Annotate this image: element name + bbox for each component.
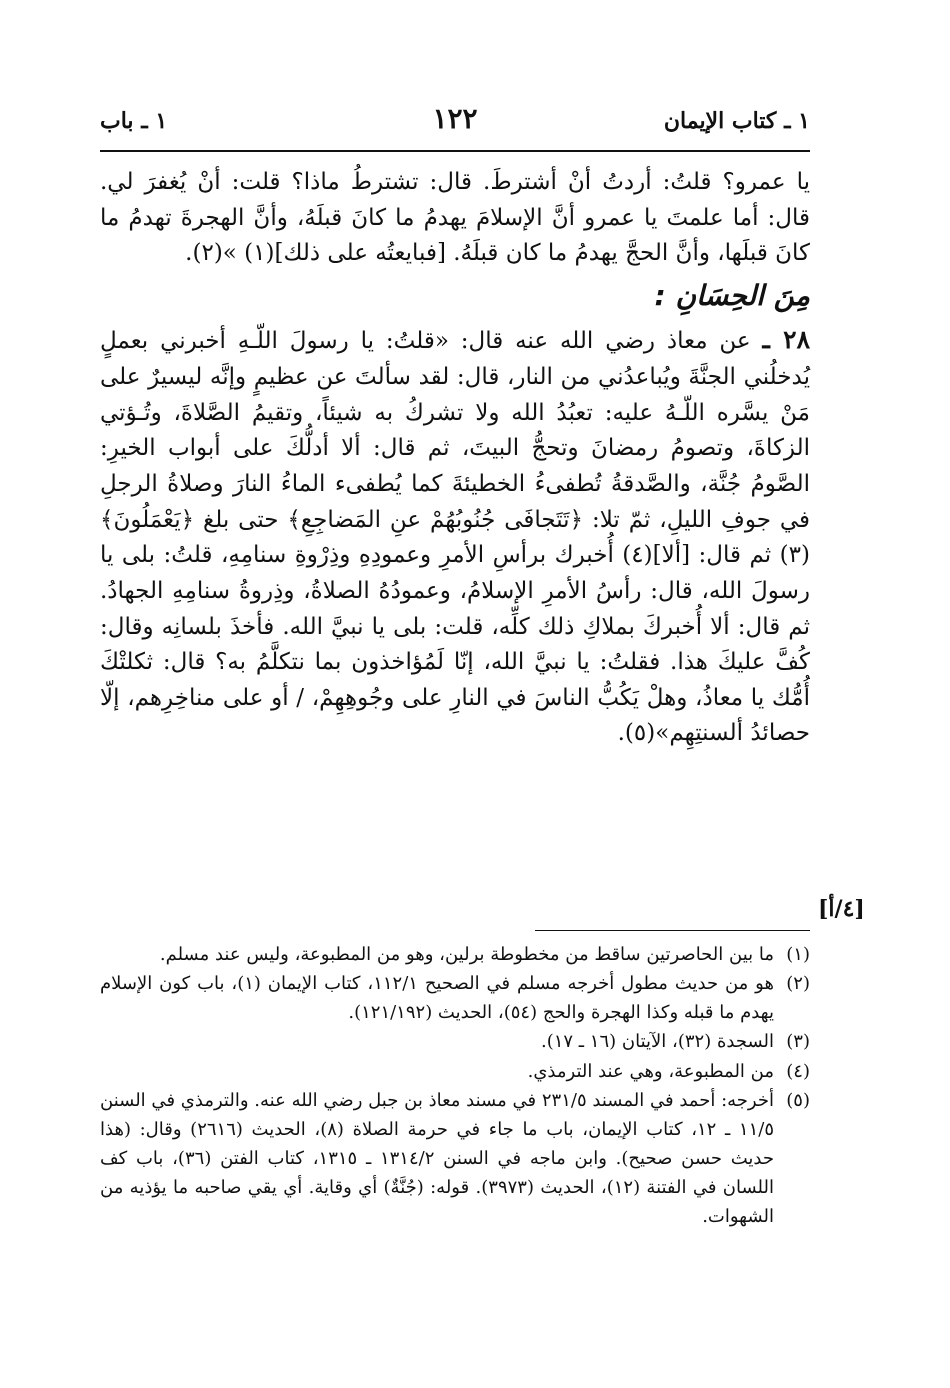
hadith-number: ٢٨ ـ [762,325,811,355]
hadith-text: عن معاذ رضي الله عنه قال: «قلتُ: يا رسولَ اللّـهِ أخبرني بعملٍ يُدخلُني الجنَّةَ ويُباعدُني من النار، قال: لقد سألتَ عن عظيمٍ وإنَّه ليسيرٌ على مَنْ يسَّره اللّـهُ عليه: تعبُدُ الله ولا تشركُ به شيئاً، وتقيمُ الصَّلاةَ، وتُـؤتي الزكاةَ، وتصومُ رمضانَ وتحجُّ البيتَ، ثم قال: ألا أدلُّكَ على أبواب الخيرِ: الصَّومُ جُنَّة، والصَّدقةُ تُطفىءُ الخطيئةَ كما يُطفىء الماءُ النارَ وصلاةُ الرجلِ في جوفِ الليلِ، ثمّ تلا: ﴿تَتَجافَى جُنُوبُهُمْ عنِ المَضاجِعِ﴾ حتى بلغ ﴿يَعْمَلُونَ﴾(٣) ثم قال: [ألا](٤) أُخبرك برأسِ الأمرِ وعمودِهِ وذِرْوةِ سنامِهِ، قلتُ: بلى يا رسولَ الله، قال: رأسُ الأمرِ الإسلامُ، وعمودُهُ الصلاةُ، وذِروةُ سنامِهِ الجهادُ. ثم قال: ألا أُخبركَ بملاكِ ذلك كلِّه، قلت: بلى يا نبيَّ الله. فأخذَ بلسانِه وقال: كُفَّ عليكَ هذا. فقلتُ: يا نبيَّ الله، إنّا لَمُؤاخذون بما نتكلَّمُ به؟ قال: ثكلتْكَ أُمُّك يا معاذُ، وهلْ يَكُبُّ الناسَ في النارِ على وجُوهِهِمْ، / أو على مناخِرِهم، إلّا حصائدُ ألسنتِهِم»(٥). [100,328,810,747]
footnote-text: أخرجه: أحمد في المسند ٢٣١/٥ في مسند معاذ بن جبل رضي الله عنه. والترمذي في السنن ١١/٥ ـ ١٢، كتاب الإيمان، باب ما جاء في حرمة الصلاة (٨)، الحديث (٢٦١٦) وقال: (هذا حديث حسن صحيح). وابن ماجه في السنن ١٣١٤/٢ ـ ١٣١٥، كتاب الفتن (٣٦)، باب كف اللسان في الفتنة (١٢)، الحديث (٣٩٧٣). قوله: (جُنَّةٌ) أي وقاية. أي يقي صاحبه ما يؤذيه من الشهوات. [100,1089,775,1228]
page-header [100,100,810,140]
paragraph-1: يا عمرو؟ قلتُ: أردتُ أنْ أشترطَ. قال: تشترطُ ماذا؟ قلت: أنْ يُغفرَ لي. قال: أما علمتَ يا عمرو أنَّ الإسلامَ يهدمُ ما كانَ قبلَهُ، وأنَّ الهجرةَ تهدمُ ما كانَ قبلَها، وأنَّ الحجَّ يهدمُ ما كان قبلَهُ. [فبايعتُه على ذلك](١) »(٢). [100,169,810,267]
section-heading: مِنَ الحِسَانِ : [654,278,810,312]
footnote-text: من المطبوعة، وهي عند الترمذي. [527,1060,774,1082]
footnote [100,1027,810,1056]
footnote [100,940,810,969]
footnote-number: (٤) [786,1060,810,1082]
header-rule [100,150,810,152]
footnote [100,969,810,1027]
paragraph-2 [100,321,810,752]
header-chapter: ١ ـ كتاب الإيمان [663,108,810,134]
book-page [100,0,810,1388]
manuscript-folio-mark: [٤/أ] [818,896,865,922]
footnote-number: (٣) [786,1031,810,1053]
footnote [100,1057,810,1086]
footnote-number: (٢) [786,973,810,995]
footnote-text: ما بين الحاصرتين ساقط من مخطوطة برلين، وهو من المطبوعة، وليس عند مسلم. [159,944,774,965]
footnote [100,1086,810,1232]
page-number: ١٢٢ [432,102,478,135]
footnote-text: السجدة (٣٢)، الآيتان (١٦ ـ ١٧). [540,1031,774,1053]
header-section: ١ ـ باب [100,108,168,134]
footnotes [100,940,810,1232]
footnote-number: (٥) [786,1089,810,1111]
main-text [100,165,810,752]
footnotes-rule [535,930,810,931]
footnote-number: (١) [786,944,810,965]
footnote-text: هو من حديث مطول أخرجه مسلم في الصحيح ١١٢/١، كتاب الإيمان (١)، باب كون الإسلام يهدم ما قبله وكذا الهجرة والحج (٥٤)، الحديث (١٢١/١٩٢). [100,973,774,1024]
